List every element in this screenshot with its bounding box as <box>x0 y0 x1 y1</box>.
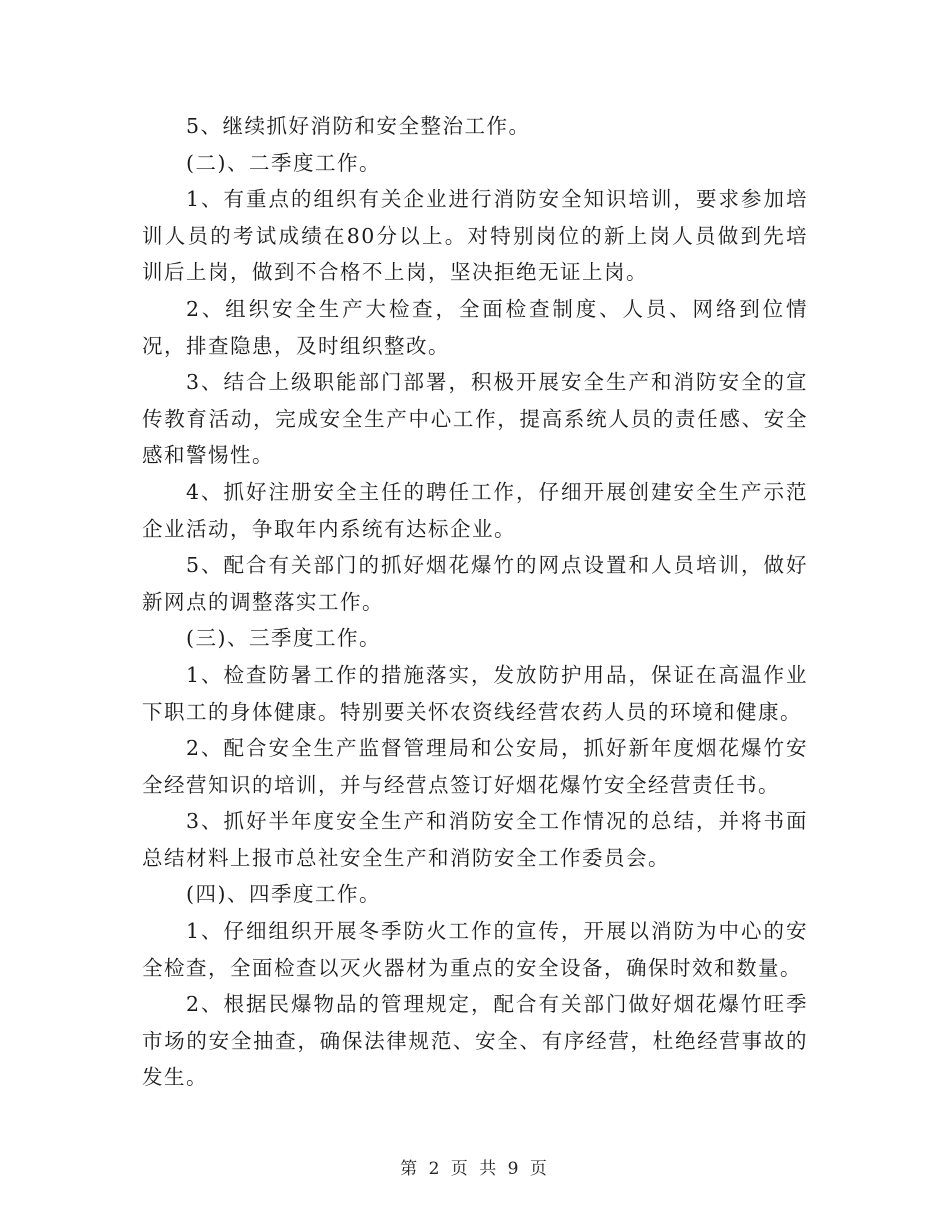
paragraph-item: 5、继续抓好消防和安全整治工作。 <box>186 114 531 138</box>
section-heading-q2: (二)、二季度工作。 <box>186 150 381 175</box>
paragraph-item: 2、根据民爆物品的管理规定，配合有关部门做好烟花爆竹旺季市场的安全抽查，确保法律规范、安全、有序经营，杜绝经营事故的发生。 <box>142 992 808 1090</box>
paragraph-item: 1、仔细组织开展冬季防火工作的宣传，开展以消防为中心的安全检查，全面检查以灭火器材为重点的安全设备，确保时效和数量。 <box>142 919 808 980</box>
document-body <box>142 108 808 1096</box>
paragraph-item: 2、配合安全生产监督管理局和公安局，抓好新年度烟花爆竹安全经营知识的培训，并与经营点签订好烟花爆竹安全经营责任书。 <box>142 736 808 797</box>
paragraph-item: 1、有重点的组织有关企业进行消防安全知识培训，要求参加培训人员的考试成绩在80分以上。对特别岗位的新上岗人员做到先培训后上岗，做到不合格不上岗，坚决拒绝无证上岗。 <box>142 187 808 285</box>
paragraph-item: 5、配合有关部门的抓好烟花爆竹的网点设置和人员培训，做好新网点的调整落实工作。 <box>142 553 808 614</box>
section-heading-q4: (四)、四季度工作。 <box>186 882 381 907</box>
page-number-footer: 第 2 页 共 9 页 <box>400 1159 550 1179</box>
paragraph-item: 1、检查防暑工作的措施落实，发放防护用品，保证在高温作业下职工的身体健康。特别要关怀农资线经营农药人员的环境和健康。 <box>142 662 808 724</box>
paragraph-item: 3、结合上级职能部门部署，积极开展安全生产和消防安全的宣传教育活动，完成安全生产中心工作，提高系统人员的责任感、安全感和警惕性。 <box>142 370 808 468</box>
paragraph-item: 4、抓好注册安全主任的聘任工作，仔细开展创建安全生产示范企业活动，争取年内系统有达标企业。 <box>142 479 808 541</box>
section-heading-q3: (三)、三季度工作。 <box>186 626 381 651</box>
paragraph-item: 2、组织安全生产大检查，全面检查制度、人员、网络到位情况，排查隐患，及时组织整改。 <box>142 296 808 358</box>
paragraph-item: 3、抓好半年度安全生产和消防安全工作情况的总结，并将书面总结材料上报市总社安全生产和消防安全工作委员会。 <box>142 809 808 870</box>
